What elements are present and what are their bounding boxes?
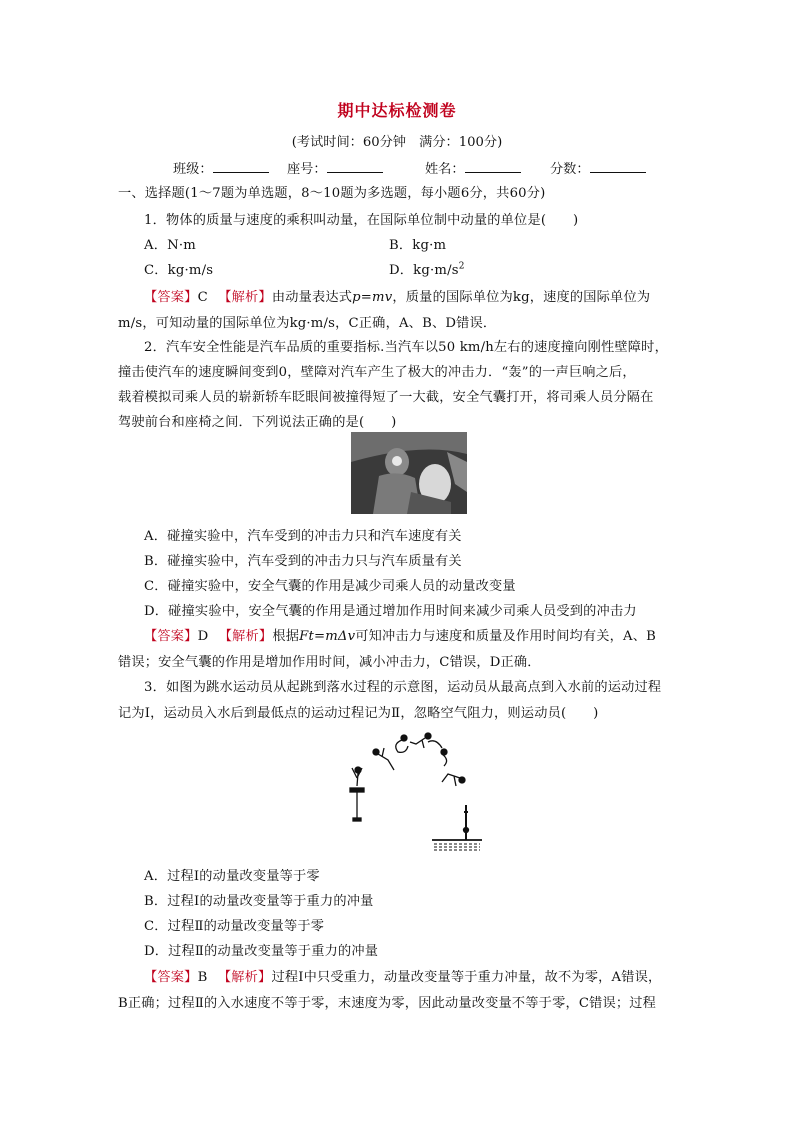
q2-line4: 驾驶前台和座椅之间．下列说法正确的是( ) xyxy=(118,415,397,430)
class-field xyxy=(173,158,269,177)
q1-stem: 1．物体的质量与速度的乘积叫动量，在国际单位制中动量的单位是( ) xyxy=(144,213,579,228)
q2-option-b: B．碰撞实验中，汽车受到的冲击力只与汽车质量有关 xyxy=(144,554,462,569)
q3-answer-line xyxy=(144,966,661,985)
q1-answer: C xyxy=(197,290,208,305)
name-label: 姓名： xyxy=(425,162,465,177)
q2-line2: 撞击使汽车的速度瞬间变到0，壁障对汽车产生了极大的冲击力．“轰”的一声巨响之后， xyxy=(118,365,636,380)
q2-answer: D xyxy=(197,629,209,644)
page-title: 期中达标检测卷 xyxy=(337,101,457,120)
q3-option-d: D．过程Ⅱ的动量改变量等于重力的冲量 xyxy=(144,944,379,959)
score-field xyxy=(550,158,646,177)
diver-trajectory-illustration xyxy=(332,730,482,855)
q1-formula: p=mv xyxy=(352,290,393,305)
q1-option-c: C．kg·m/s xyxy=(144,263,214,278)
q3-option-b: B．过程Ⅰ的动量改变量等于重力的冲量 xyxy=(144,894,374,909)
q1-option-b: B．kg·m xyxy=(389,238,447,253)
crash-test-illustration xyxy=(351,432,467,514)
class-blank xyxy=(213,159,269,173)
score-blank xyxy=(590,159,646,173)
answer-tag: 【答案】 xyxy=(144,290,198,305)
diving-diagram xyxy=(332,730,482,855)
q2-answer-line xyxy=(144,625,656,644)
q2-option-c: C．碰撞实验中，安全气囊的作用是减少司乘人员的动量改变量 xyxy=(144,579,516,594)
q3-analysis-a: 过程Ⅰ中只受重力，动量改变量等于重力冲量，故不为零，A错误， xyxy=(271,970,662,985)
q1-option-d-text: D．kg·m/s xyxy=(389,263,459,278)
q2-analysis-line2: 错误；安全气囊的作用是增加作用时间，减小冲击力，C错误，D正确． xyxy=(118,655,541,670)
analysis-tag: 【解析】 xyxy=(217,970,272,985)
name-field xyxy=(425,158,521,177)
q3-analysis-line2: B正确；过程Ⅱ的入水速度不等于零，末速度为零，因此动量改变量不等于零，C错误；过程 xyxy=(118,996,657,1011)
answer-tag: 【答案】 xyxy=(144,629,198,644)
q1-option-d-sup: 2 xyxy=(458,261,465,272)
section-heading: 一、选择题(1～7题为单选题，8～10题为多选题，每小题6分，共60分) xyxy=(118,186,546,201)
class-label: 班级： xyxy=(173,162,213,177)
q3-option-c: C．过程Ⅱ的动量改变量等于零 xyxy=(144,919,325,934)
answer-tag: 【答案】 xyxy=(144,970,198,985)
q1-answer-line xyxy=(144,286,650,305)
q2-analysis-a: 根据 xyxy=(272,629,300,644)
q2-formula: Ft=mΔv xyxy=(299,629,356,644)
seat-blank xyxy=(327,159,383,173)
seat-label: 座号： xyxy=(287,162,327,177)
exam-subtitle: (考试时间：60分钟 满分：100分) xyxy=(291,135,503,150)
analysis-tag: 【解析】 xyxy=(218,290,272,305)
q3-option-a: A．过程Ⅰ的动量改变量等于零 xyxy=(144,869,320,884)
q1-option-a: A．N·m xyxy=(144,238,196,253)
name-blank xyxy=(465,159,521,173)
q2-option-d: D．碰撞实验中，安全气囊的作用是通过增加作用时间来减少司乘人员受到的冲击力 xyxy=(144,604,637,619)
q2-analysis-b: 可知冲击力与速度和质量及作用时间均有关，A、B xyxy=(355,629,657,644)
q1-analysis-b: ，质量的国际单位为kg，速度的国际单位为 xyxy=(392,290,651,305)
q2-option-a: A．碰撞实验中，汽车受到的冲击力只和汽车速度有关 xyxy=(144,529,462,544)
q3-answer: B xyxy=(197,970,208,985)
crash-test-photo xyxy=(351,432,467,514)
q1-analysis-a: 由动量表达式 xyxy=(271,290,353,305)
seat-field xyxy=(287,158,383,177)
q2-line1: 2．汽车安全性能是汽车品质的重要指标.当汽车以50 km/h左右的速度撞向刚性壁障时， xyxy=(144,340,668,355)
score-label: 分数： xyxy=(550,162,590,177)
q2-line3: 载着模拟司乘人员的崭新轿车眨眼间被撞得短了一大截，安全气囊打开，将司乘人员分隔在 xyxy=(118,390,654,405)
q3-line1: 3．如图为跳水运动员从起跳到落水过程的示意图，运动员从最高点到入水前的运动过程 xyxy=(144,680,662,695)
q3-line2: 记为Ⅰ，运动员入水后到最低点的运动过程记为Ⅱ，忽略空气阻力，则运动员( ) xyxy=(118,706,599,721)
analysis-tag: 【解析】 xyxy=(218,629,273,644)
q1-option-d xyxy=(389,259,465,278)
q1-analysis-line2: m/s，可知动量的国际单位为kg·m/s，C正确，A、B、D错误． xyxy=(118,316,497,331)
